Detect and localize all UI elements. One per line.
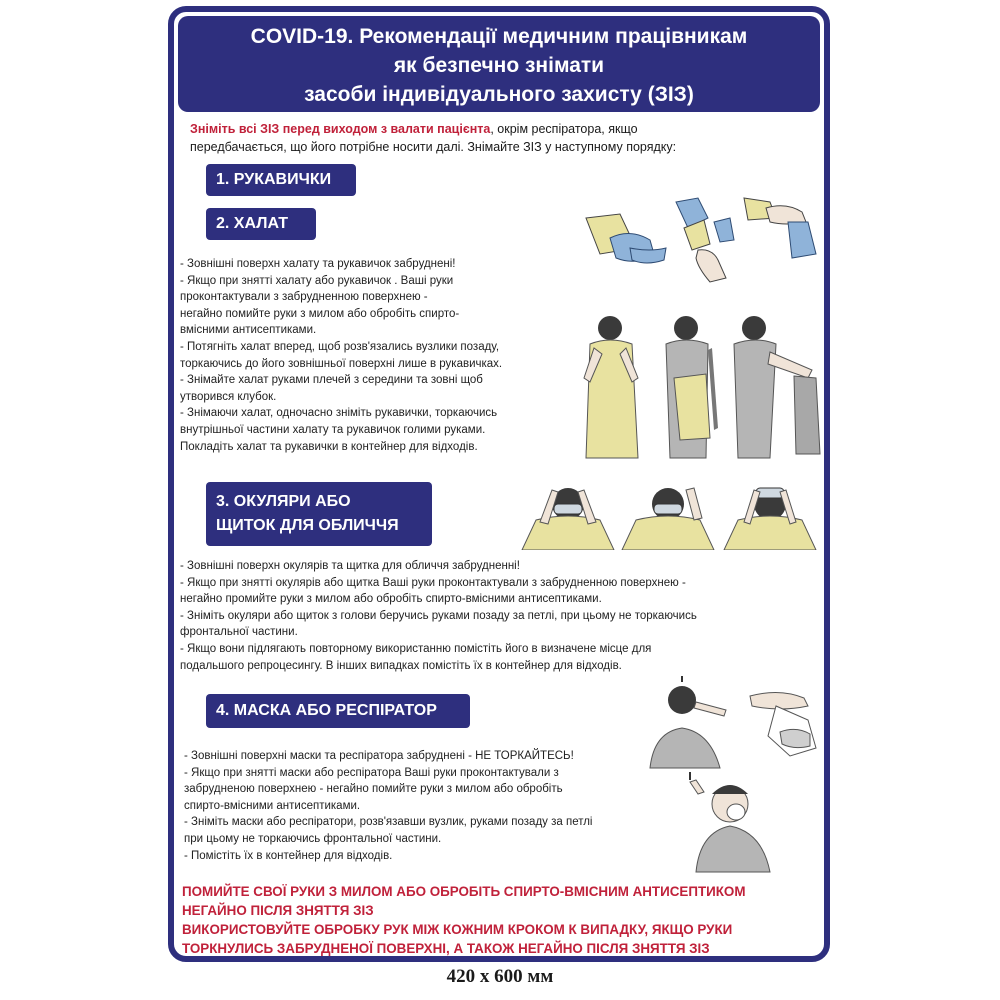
gown-bullet: проконтактували з забрудненною поверхнею - bbox=[180, 291, 428, 304]
title-line-1: COVID-19. Рекомендації медичним працівникам bbox=[250, 25, 748, 48]
step-gloves-heading: 1. РУКАВИЧКИ bbox=[206, 164, 356, 196]
intro-text bbox=[190, 120, 810, 156]
mask-bullet: - Якщо при знятті маски або респіратора Ваші руки проконтактували з bbox=[184, 766, 559, 779]
goggles-step-3-icon bbox=[724, 488, 816, 550]
mask-bullet: - Помістіть їх в контейнер для відходів. bbox=[184, 849, 393, 862]
poster bbox=[168, 6, 830, 962]
mask-bullet: спирто-вмісними антисептиками. bbox=[184, 799, 361, 812]
mask-step-2-icon bbox=[750, 692, 816, 756]
intro-highlight: Зніміть всі ЗІЗ перед виходом з валати пацієнта bbox=[190, 122, 491, 136]
warning-line: ВИКОРИСТОВУЙТЕ ОБРОБКУ РУК МІЖ КОЖНИМ КРОКОМ К ВИПАДКУ, ЯКЩО РУКИ bbox=[182, 922, 733, 937]
mask-step-3-icon bbox=[690, 772, 770, 872]
mask-removal-illustration bbox=[640, 676, 824, 874]
goggles-step-1-icon bbox=[522, 488, 614, 550]
glove-step-3-icon bbox=[744, 198, 816, 258]
goggles-instructions bbox=[180, 558, 697, 674]
mask-bullet: - Зовнішні поверхні маски та респіратора забруднені - НЕ ТОРКАЙТЕСЬ! bbox=[184, 750, 574, 762]
mask-instructions bbox=[184, 748, 593, 864]
warning-line: НЕГАЙНО ПІСЛЯ ЗНЯТТЯ ЗІЗ bbox=[182, 903, 374, 918]
mask-bullet: - Зніміть маски або респіратори, розв'язавши вузлик, руками позаду за петлі bbox=[184, 816, 593, 829]
warning-line: ПОМИЙТЕ СВОЇ РУКИ З МИЛОМ АБО ОБРОБІТЬ СПИРТО-ВМІСНИМ АНТИСЕПТИКОМ bbox=[182, 884, 746, 899]
goggles-bullet: - Якщо вони підлягають повторному використанню помістіть його в визначене місце для bbox=[180, 642, 652, 655]
gown-instructions bbox=[180, 256, 502, 455]
gown-bullet: - Зовнішні поверхн халату та рукавичок забруднені! bbox=[180, 258, 456, 270]
title-line-2: як безпечно знімати bbox=[393, 54, 605, 77]
poster-header bbox=[178, 16, 820, 112]
goggles-bullet: негайно промийте руки з милом або обробіть спирто-вмісними антисептиками. bbox=[180, 593, 602, 606]
intro-rest: , окрім респіратора, якщо bbox=[490, 122, 638, 136]
goggles-step-2-icon bbox=[622, 488, 714, 550]
gown-bullet: внутрішньої частини халату та рукавичок голими руками. bbox=[180, 423, 486, 436]
gown-bullet: негайно помийте руки з милом або обробіть спирто- bbox=[180, 307, 460, 320]
gown-step-1-icon bbox=[584, 316, 638, 458]
mask-bullet: забрудненою поверхнею - негайно помийте руки з милом або обробіть bbox=[184, 783, 563, 796]
glove-removal-illustration bbox=[580, 188, 826, 288]
gown-bullet: - Знімайте халат руками плечей з середини та зовні щоб bbox=[180, 374, 483, 387]
goggles-removal-illustration bbox=[518, 474, 824, 550]
goggles-bullet: фронтальної частини. bbox=[180, 626, 298, 639]
gown-bullet: вмісними антисептиками. bbox=[180, 324, 317, 337]
hand-hygiene-warning bbox=[182, 882, 822, 958]
goggles-bullet: - Зовнішні поверхн окулярів та щитка для обличчя забрудненні! bbox=[180, 560, 520, 572]
step-goggles-line-2: ЩИТОК ДЛЯ ОБЛИЧЧЯ bbox=[216, 517, 399, 534]
gown-bullet: Покладіть халат та рукавички в контейнер для відходів. bbox=[180, 440, 478, 453]
step-gown-heading: 2. ХАЛАТ bbox=[206, 208, 316, 240]
glove-step-1-icon bbox=[586, 214, 666, 263]
gown-removal-illustration bbox=[580, 308, 826, 464]
mask-step-1-icon bbox=[650, 676, 726, 768]
poster-size-label: 420 х 600 мм bbox=[446, 966, 554, 987]
gown-bullet: - Якщо при знятті халату або рукавичок . Ваші руки bbox=[180, 274, 454, 287]
glove-step-2-icon bbox=[676, 198, 734, 282]
gown-bullet: торкаючись до його зовнішньої поверхні лише в рукавичках. bbox=[180, 357, 503, 370]
gown-bullet: утворився клубок. bbox=[180, 390, 277, 403]
mask-bullet: при цьому не торкаючись фронтальної частини. bbox=[184, 832, 442, 845]
goggles-bullet: - Зніміть окуляри або щиток з голови беручись руками позаду за петлі, при цьому не торкаючись bbox=[180, 609, 697, 622]
warning-line: ТОРКНУЛИСЬ ЗАБРУДНЕНОЇ ПОВЕРХНІ, А ТАКОЖ НЕГАЙНО ПІСЛЯ ЗНЯТТЯ ЗІЗ bbox=[182, 941, 710, 956]
gown-bullet: - Потягніть халат вперед, щоб розв'язались вузлики позаду, bbox=[180, 340, 500, 353]
title-line-3: засоби індивідуального захисту (ЗІЗ) bbox=[304, 83, 694, 106]
step-mask-heading: 4. МАСКА АБО РЕСПІРАТОР bbox=[206, 694, 470, 728]
step-goggles-heading bbox=[206, 482, 432, 546]
gown-bullet: - Знімаючи халат, одночасно зніміть рукавички, торкаючись bbox=[180, 407, 498, 420]
intro-line-2: передбачається, що його потрібне носити далі. Знімайте ЗІЗ у наступному порядку: bbox=[190, 140, 677, 154]
gown-step-2-icon bbox=[666, 316, 718, 458]
step-goggles-line-1: 3. ОКУЛЯРИ АБО bbox=[216, 493, 351, 510]
gown-step-3-icon bbox=[734, 316, 820, 458]
goggles-bullet: подальшого репроцесингу. В інших випадках помістіть їх в контейнер для відходів. bbox=[180, 659, 622, 672]
goggles-bullet: - Якщо при знятті окулярів або щитка Ваші руки проконтактували з забрудненною поверхнею - bbox=[180, 576, 686, 589]
